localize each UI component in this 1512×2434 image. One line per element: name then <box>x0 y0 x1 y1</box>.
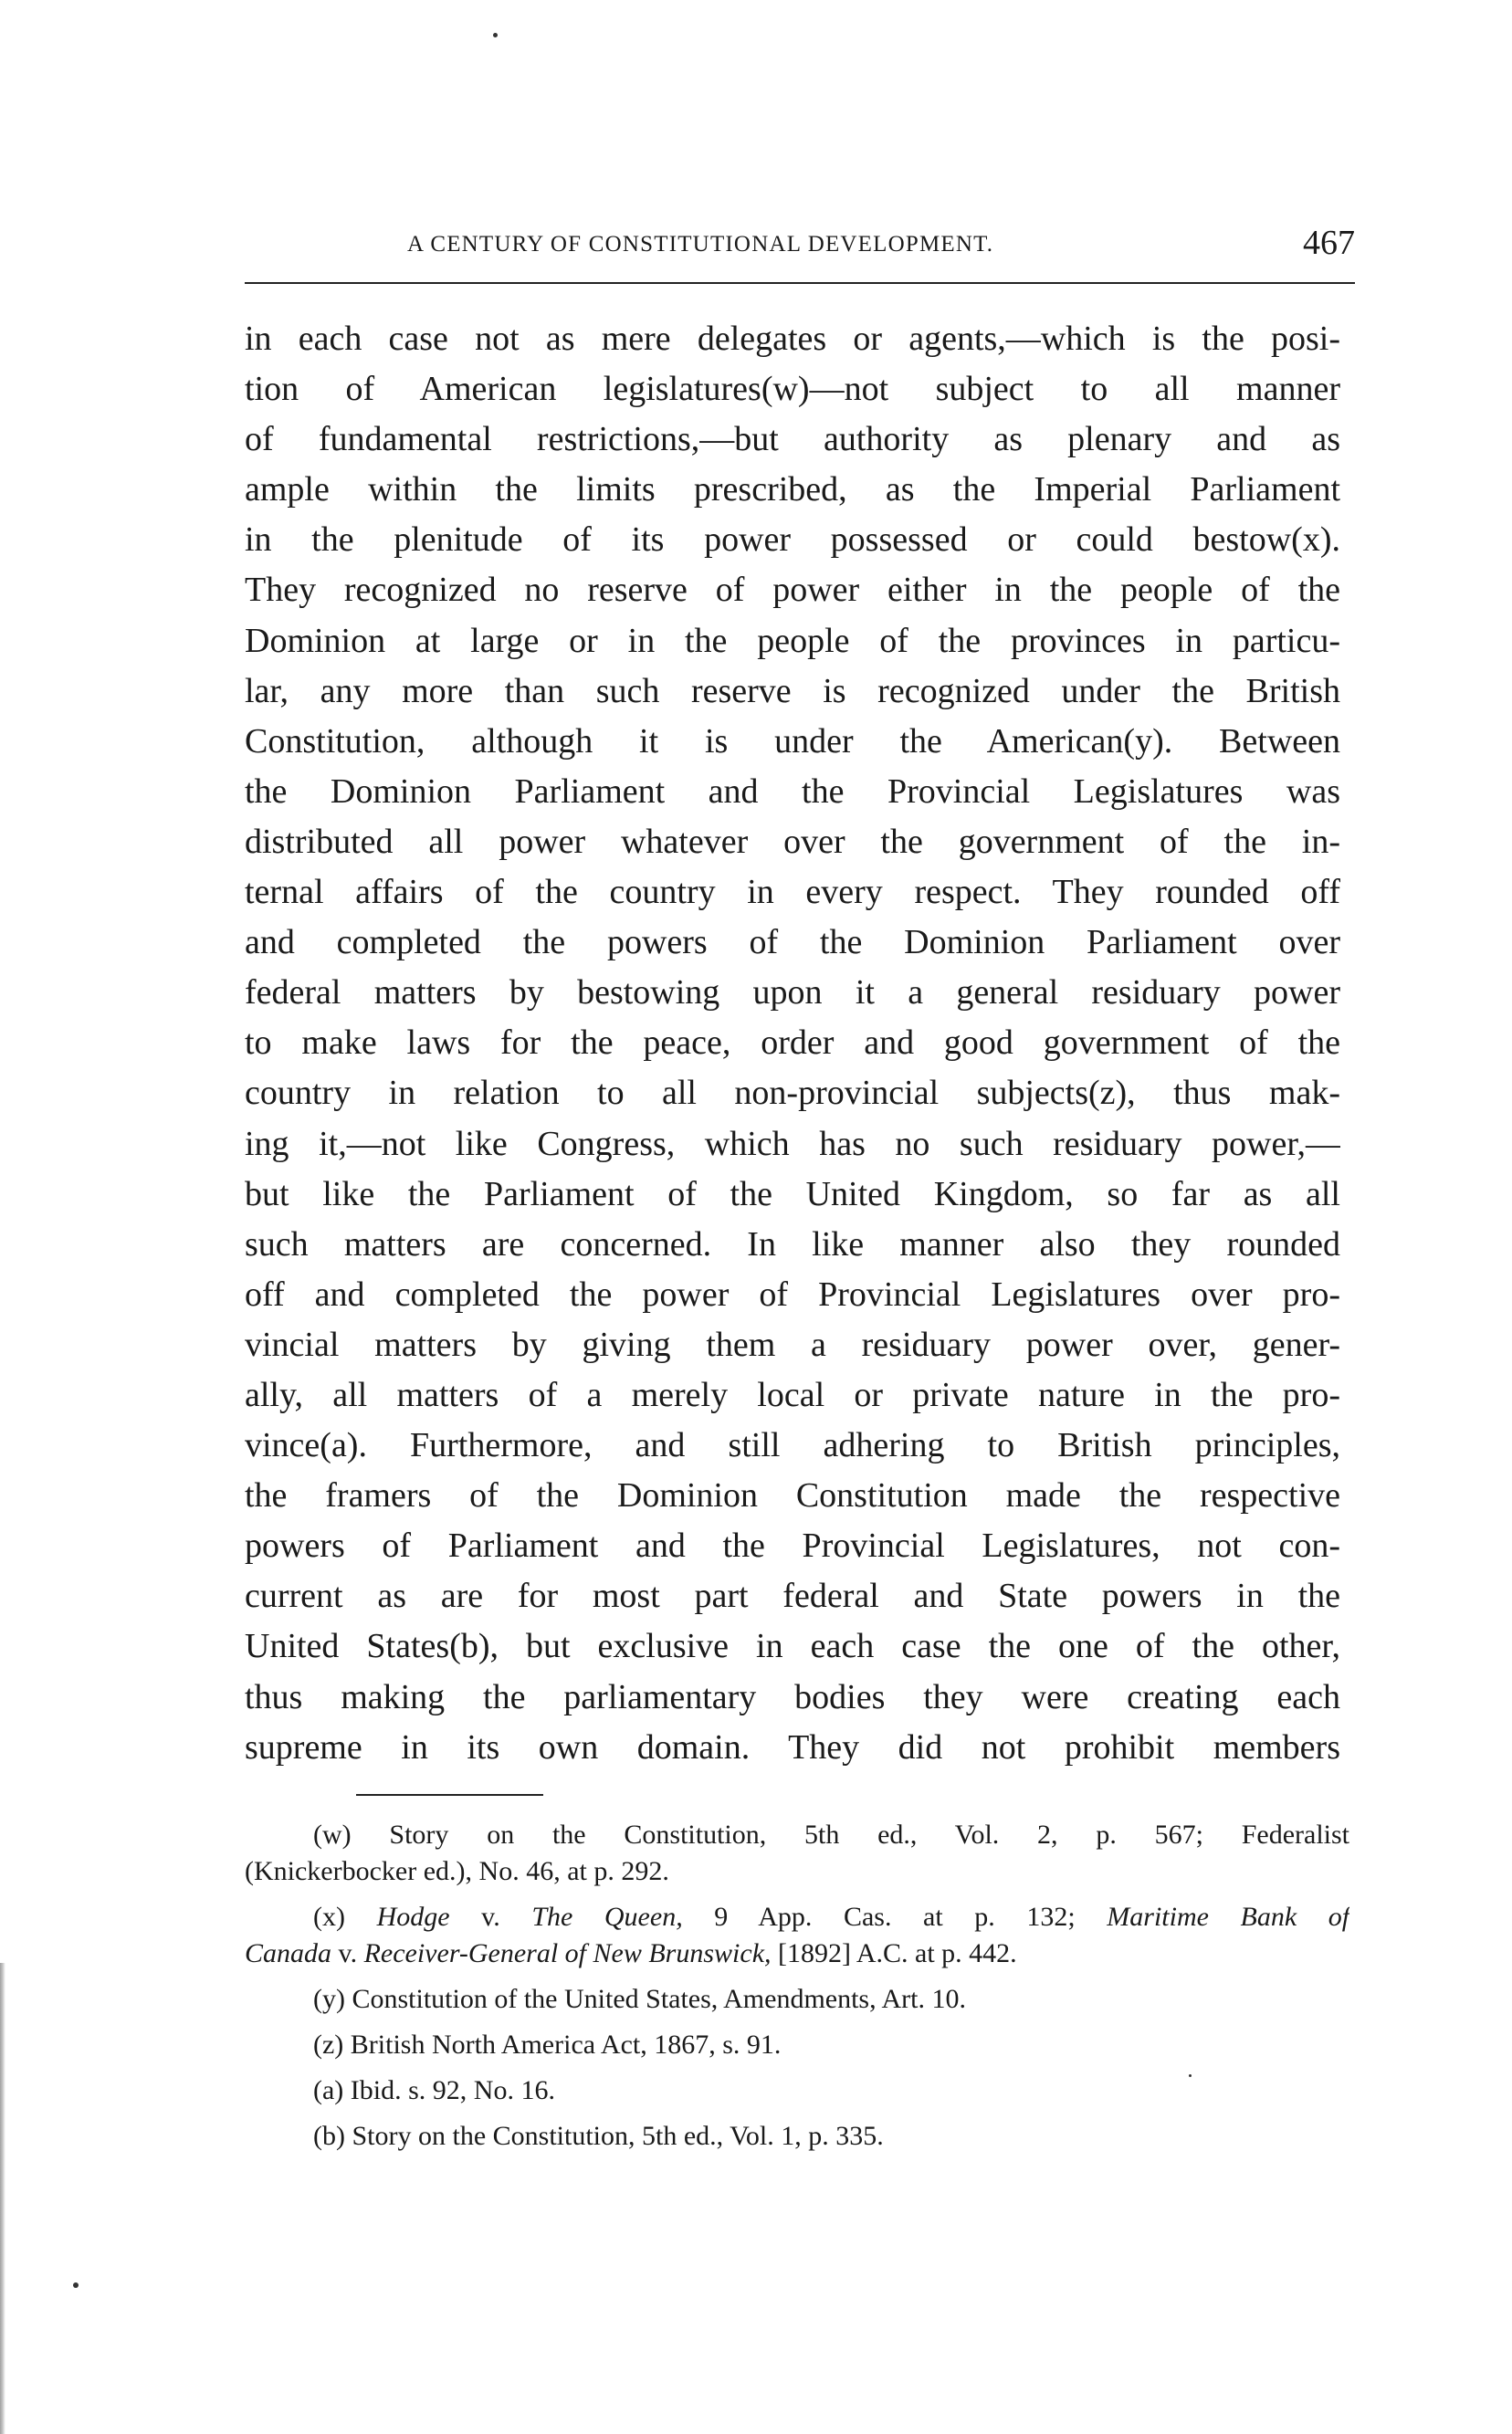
text-line: lar, any more than such reserve is recognized under the British <box>245 671 1340 710</box>
footnote-line <box>245 1899 1349 1936</box>
footnote-b: (b) Story on the Constitution, 5th ed., Vol. 1, p. 335. <box>313 2121 884 2151</box>
footnote-rule <box>356 1794 543 1796</box>
text-line: current as are for most part federal and State powers in the <box>245 1577 1340 1616</box>
text-line: federal matters by bestowing upon it a general residuary power <box>245 973 1340 1012</box>
ink-speck <box>493 33 498 37</box>
text-line: powers of Parliament and the Provincial Legislatures, not con- <box>245 1526 1340 1566</box>
footnote-a: (a) Ibid. s. 92, No. 16. <box>313 2075 555 2105</box>
text-line: vince(a). Furthermore, and still adhering to British principles, <box>245 1426 1340 1465</box>
footnote-mark: (x) <box>313 1902 345 1932</box>
footnotes <box>245 1817 1349 2155</box>
text-line: ing it,—not like Congress, which has no such residuary power,— <box>245 1124 1340 1163</box>
text-line: Constitution, although it is under the American(y). Between <box>245 721 1340 761</box>
citation: [1892] A.C. at p. 442. <box>778 1938 1017 1968</box>
text-line: the framers of the Dominion Constitution made the respective <box>245 1476 1340 1516</box>
text-line: such matters are concerned. In like manner also they rounded <box>245 1224 1340 1264</box>
page-edge-shadow <box>0 1963 5 2434</box>
footnote-w <box>245 1817 1349 1890</box>
page-number: 467 <box>1303 224 1355 262</box>
text-line: of fundamental restrictions,—but authority as plenary and as <box>245 420 1340 459</box>
footnote-z: (z) British North America Act, 1867, s. 91. <box>313 2030 782 2060</box>
footnote-line: (w) Story on the Constitution, 5th ed., Vol. 2, p. 567; Federalist <box>313 1820 1349 1850</box>
text-line: They recognized no reserve of power either in the people of the <box>245 571 1340 610</box>
running-head <box>245 224 1364 283</box>
text-line: ally, all matters of a merely local or private nature in the pro- <box>245 1375 1340 1414</box>
text-line: tion of American legislatures(w)—not subject to all manner <box>245 370 1340 409</box>
header-rule <box>245 282 1355 284</box>
running-title: A CENTURY OF CONSTITUTIONAL DEVELOPMENT. <box>407 232 994 257</box>
text-line: ternal affairs of the country in every respect. They rounded off <box>245 873 1340 912</box>
text-line: and completed the powers of the Dominion Parliament over <box>245 923 1340 962</box>
case-name: Receiver-General of New Brunswick, <box>363 1938 772 1968</box>
text-line: vincial matters by giving them a residuary power over, gener- <box>245 1325 1340 1364</box>
citation: 9 App. Cas. at p. 132; <box>714 1902 1076 1932</box>
text-line: in the plenitude of its power possessed or could bestow(x). <box>245 520 1340 560</box>
text-line: off and completed the power of Provincial Legislatures over pro- <box>245 1275 1340 1314</box>
text-line: in each case not as mere delegates or agents,—which is the posi- <box>245 320 1340 358</box>
footnote-y: (y) Constitution of the United States, Amendments, Art. 10. <box>313 1984 966 2014</box>
case-name: Maritime Bank of <box>1107 1902 1349 1932</box>
case-name: The Queen, <box>531 1902 683 1932</box>
versus: v. <box>481 1902 500 1932</box>
footnote-x <box>245 1899 1349 1972</box>
text-line: distributed all power whatever over the government of the in- <box>245 822 1340 861</box>
body-text <box>245 314 1340 1773</box>
text-line: the Dominion Parliament and the Provincial Legislatures was <box>245 771 1340 811</box>
text-line: to make laws for the peace, order and good government of the <box>245 1023 1340 1063</box>
text-line: ample within the limits prescribed, as the Imperial Parliament <box>245 470 1340 509</box>
text-line: thus making the parliamentary bodies they were creating each <box>245 1677 1340 1716</box>
case-name: Canada <box>245 1938 332 1968</box>
text-line: United States(b), but exclusive in each case the one of the other, <box>245 1627 1340 1666</box>
footnote-line <box>245 1936 1349 1972</box>
text-line: Dominion at large or in the people of the provinces in particu- <box>245 621 1340 660</box>
text-line: but like the Parliament of the United Kingdom, so far as all <box>245 1174 1340 1213</box>
ink-speck <box>73 2282 79 2288</box>
text-line: country in relation to all non-provincial subjects(z), thus mak- <box>245 1074 1340 1113</box>
footnote-line: (Knickerbocker ed.), No. 46, at p. 292. <box>245 1856 669 1886</box>
case-name: Hodge <box>376 1902 450 1932</box>
versus: v. <box>338 1938 358 1968</box>
text-line: supreme in its own domain. They did not prohibit members <box>245 1727 1340 1767</box>
